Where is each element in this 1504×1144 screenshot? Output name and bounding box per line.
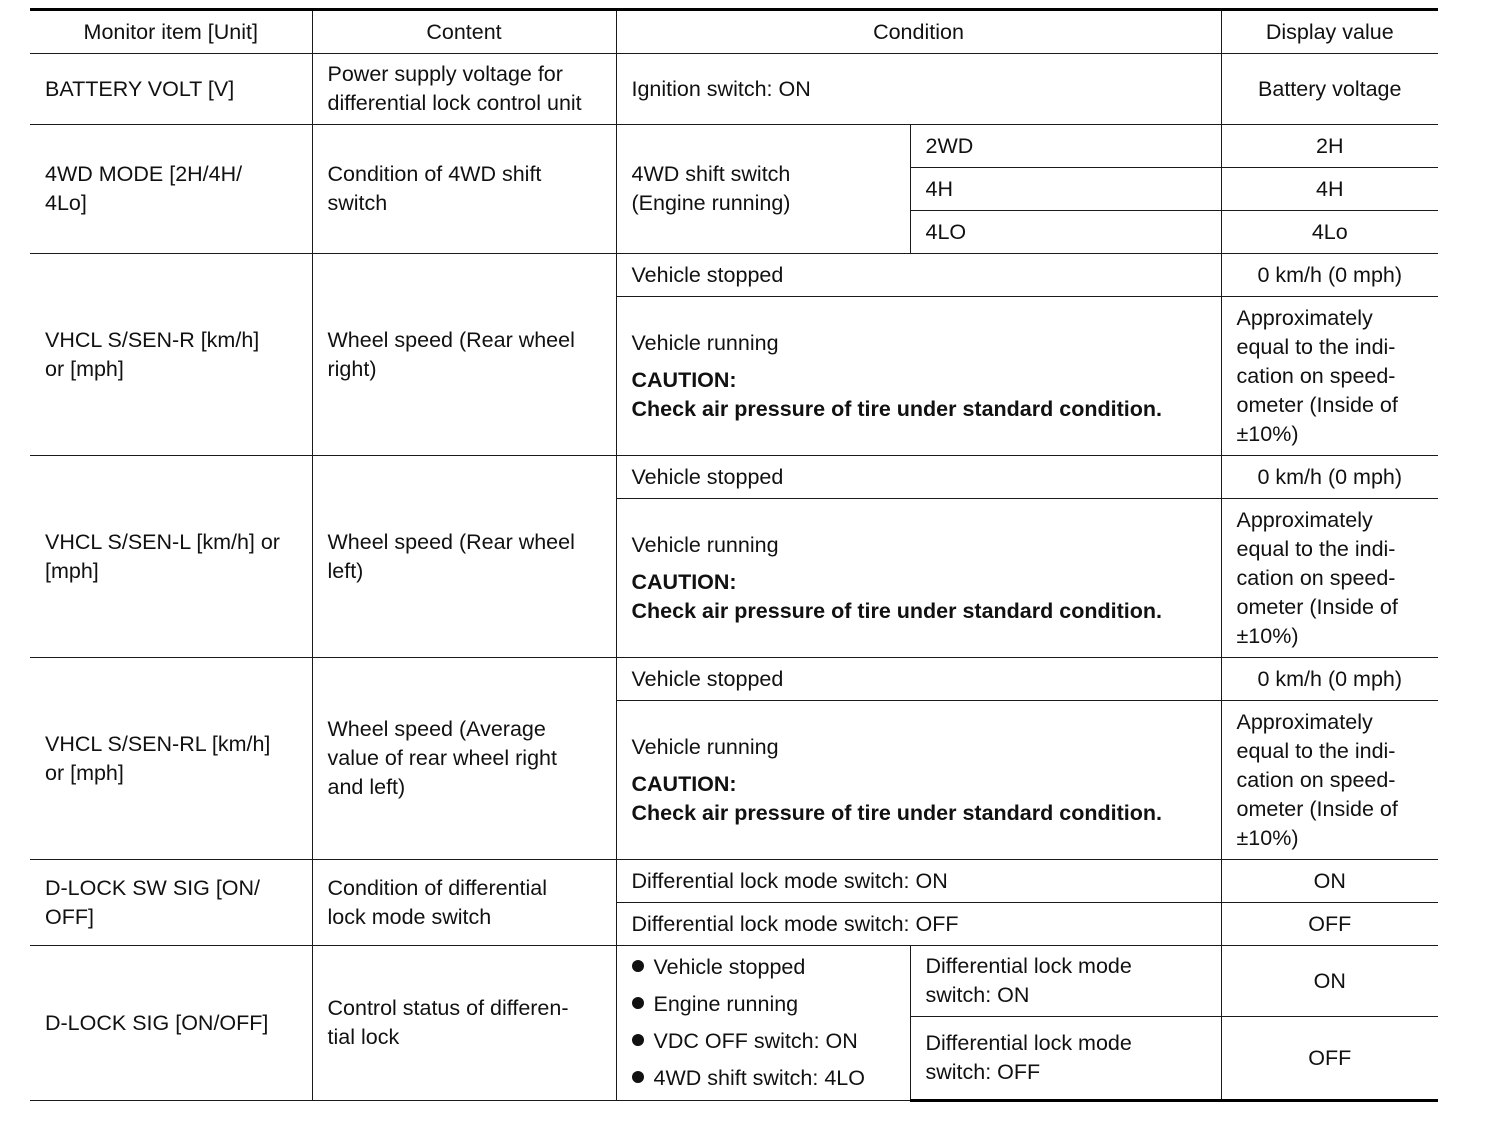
caution-text: Check air pressure of tire under standard condition. <box>631 396 1162 421</box>
value-battery-volt: Battery voltage <box>1221 54 1438 125</box>
item-4wd-mode: 4WD MODE [2H/4H/ 4Lo] <box>30 125 312 254</box>
condition-vehicle-stopped: Vehicle stopped <box>616 658 1221 701</box>
monitor-table <box>30 8 1438 1102</box>
bullet-icon <box>632 1034 644 1046</box>
caution-text: Check air pressure of tire under standard condition. <box>631 598 1162 623</box>
value-running-speed: Approximately equal to the indi- cation on speed- ometer (Inside of ±10%) <box>1221 297 1438 456</box>
bullet-icon <box>632 1071 644 1083</box>
header-condition: Condition <box>616 10 1221 54</box>
subcondition-dlock-on: Differential lock mode switch: ON <box>910 946 1221 1017</box>
item-dlock-sw-sig: D-LOCK SW SIG [ON/ OFF] <box>30 860 312 946</box>
value-stopped-speed: 0 km/h (0 mph) <box>1221 658 1438 701</box>
value-stopped-speed: 0 km/h (0 mph) <box>1221 456 1438 499</box>
monitor-table-wrapper <box>30 8 1438 1102</box>
condition-dlock-sw-off: Differential lock mode switch: OFF <box>616 903 1221 946</box>
content-vhcl-sen-r: Wheel speed (Rear wheel right) <box>312 254 616 456</box>
table-row <box>30 54 1438 125</box>
content-dlock-sig: Control status of differen- tial lock <box>312 946 616 1101</box>
caution-label: CAUTION: <box>631 367 737 392</box>
bullet-icon <box>632 960 644 972</box>
caution-text: Check air pressure of tire under standard condition. <box>631 800 1162 825</box>
condition-vehicle-running <box>616 297 1221 456</box>
table-row <box>30 125 1438 168</box>
value-4lo: 4Lo <box>1221 211 1438 254</box>
value-dlock-sw-on: ON <box>1221 860 1438 903</box>
value-dlock-sig-off: OFF <box>1221 1017 1438 1101</box>
list-item <box>632 1060 895 1097</box>
bullet-text: VDC OFF switch: ON <box>653 1029 858 1053</box>
content-4wd-mode: Condition of 4WD shift switch <box>312 125 616 254</box>
table-row <box>30 658 1438 701</box>
condition-vehicle-stopped: Vehicle stopped <box>616 254 1221 297</box>
list-item <box>632 949 895 986</box>
header-row <box>30 10 1438 54</box>
caution-label: CAUTION: <box>631 569 737 594</box>
value-2h: 2H <box>1221 125 1438 168</box>
item-battery-volt: BATTERY VOLT [V] <box>30 54 312 125</box>
running-label: Vehicle running <box>631 734 779 759</box>
running-label: Vehicle running <box>631 532 779 557</box>
subcondition-4h: 4H <box>910 168 1221 211</box>
value-running-speed: Approximately equal to the indi- cation on speed- ometer (Inside of ±10%) <box>1221 499 1438 658</box>
value-4h: 4H <box>1221 168 1438 211</box>
list-item <box>632 986 895 1023</box>
subcondition-dlock-off: Differential lock mode switch: OFF <box>910 1017 1221 1101</box>
item-vhcl-sen-l: VHCL S/SEN-L [km/h] or [mph] <box>30 456 312 658</box>
table-row <box>30 456 1438 499</box>
subcondition-4lo: 4LO <box>910 211 1221 254</box>
caution-label: CAUTION: <box>631 771 737 796</box>
bullet-list <box>632 949 895 1097</box>
content-battery-volt: Power supply voltage for differential lock control unit <box>312 54 616 125</box>
condition-vehicle-running <box>616 499 1221 658</box>
condition-dlock-sig-bullets <box>616 946 910 1101</box>
item-vhcl-sen-rl: VHCL S/SEN-RL [km/h] or [mph] <box>30 658 312 860</box>
bullet-text: 4WD shift switch: 4LO <box>653 1066 865 1090</box>
header-display-value: Display value <box>1221 10 1438 54</box>
condition-vehicle-running <box>616 701 1221 860</box>
content-vhcl-sen-rl: Wheel speed (Average value of rear wheel right and left) <box>312 658 616 860</box>
condition-battery-volt: Ignition switch: ON <box>616 54 1221 125</box>
value-running-speed: Approximately equal to the indi- cation on speed- ometer (Inside of ±10%) <box>1221 701 1438 860</box>
table-row <box>30 254 1438 297</box>
bullet-text: Engine running <box>653 992 799 1016</box>
header-monitor-item: Monitor item [Unit] <box>30 10 312 54</box>
bullet-icon <box>632 997 644 1009</box>
condition-vehicle-stopped: Vehicle stopped <box>616 456 1221 499</box>
condition-4wd-mode: 4WD shift switch (Engine running) <box>616 125 910 254</box>
running-label: Vehicle running <box>631 330 779 355</box>
subcondition-2wd: 2WD <box>910 125 1221 168</box>
header-content: Content <box>312 10 616 54</box>
bullet-text: Vehicle stopped <box>653 955 806 979</box>
list-item <box>632 1023 895 1060</box>
item-dlock-sig: D-LOCK SIG [ON/OFF] <box>30 946 312 1101</box>
table-row <box>30 860 1438 903</box>
value-dlock-sw-off: OFF <box>1221 903 1438 946</box>
table-row <box>30 946 1438 1017</box>
content-dlock-sw-sig: Condition of differential lock mode switch <box>312 860 616 946</box>
content-vhcl-sen-l: Wheel speed (Rear wheel left) <box>312 456 616 658</box>
value-dlock-sig-on: ON <box>1221 946 1438 1017</box>
value-stopped-speed: 0 km/h (0 mph) <box>1221 254 1438 297</box>
item-vhcl-sen-r: VHCL S/SEN-R [km/h] or [mph] <box>30 254 312 456</box>
condition-dlock-sw-on: Differential lock mode switch: ON <box>616 860 1221 903</box>
